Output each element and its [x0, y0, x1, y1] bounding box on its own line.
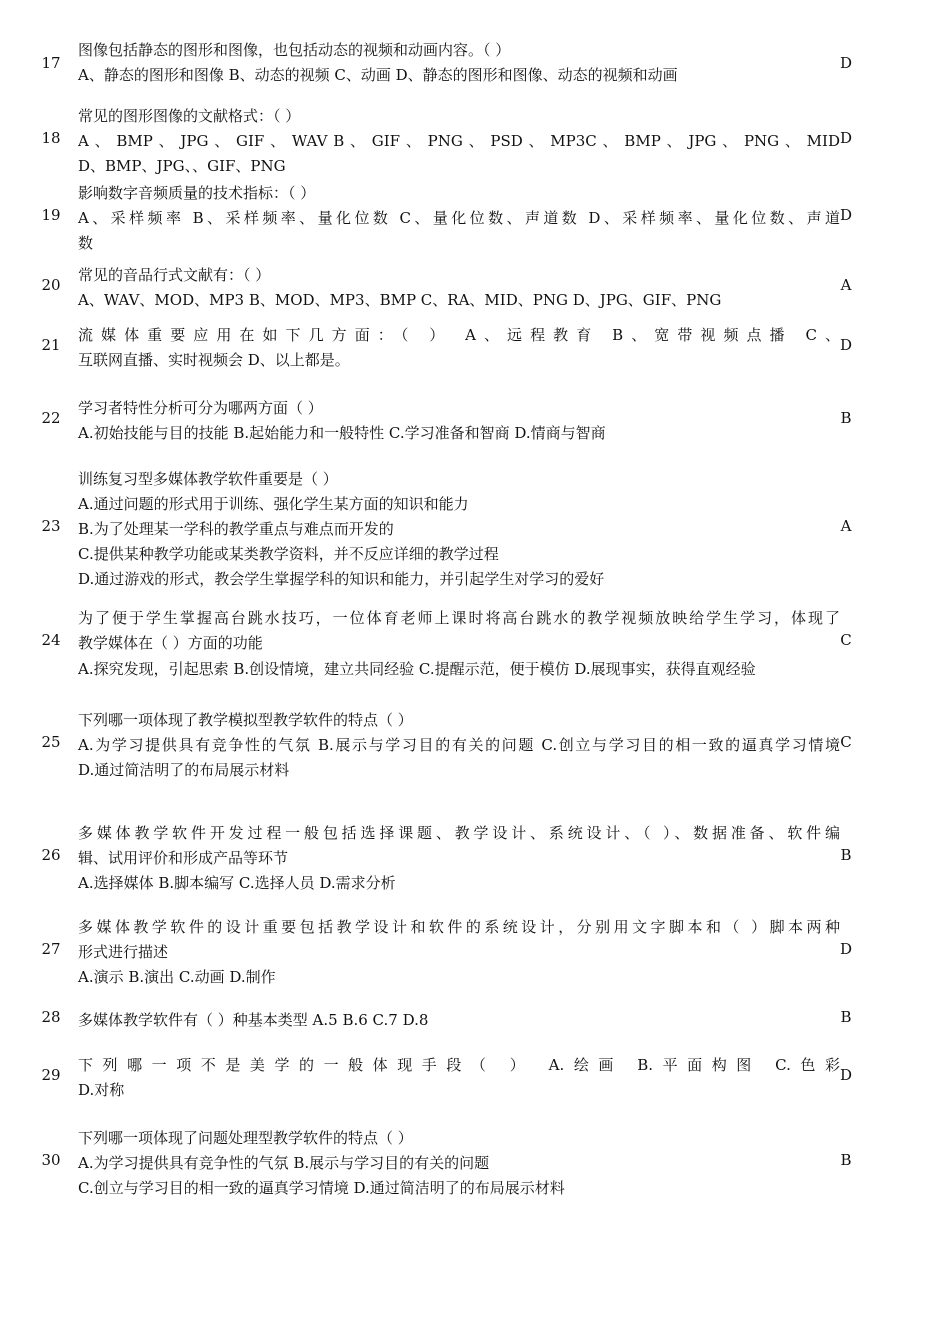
question-text [78, 323, 840, 373]
question-text [78, 181, 840, 256]
question-line: 常见的音品行式文献有：（ ） [78, 266, 271, 284]
question-text [78, 396, 840, 446]
question-line: C.提供某种教学功能或某类教学资料，并不反应详细的教学过程 [78, 545, 499, 563]
answer-letter: D [839, 336, 853, 354]
answer-letter: C [840, 631, 852, 649]
question-text [78, 821, 840, 896]
question-text [78, 1126, 840, 1201]
question-line: 常见的图形图像的文献格式：（ ） [78, 107, 301, 125]
answer-letter: B [840, 1151, 852, 1169]
question-text [78, 915, 840, 990]
question-text [78, 708, 840, 783]
answer-letter: B [840, 409, 852, 427]
question-line: D.通过游戏的形式，教会学生掌握学科的知识和能力，并引起学生对学习的爱好 [78, 570, 605, 588]
question-number: 30 [41, 1151, 61, 1169]
question-line: 多媒体教学软件开发过程一般包括选择课题、教学设计、系统设计、（ ）、数据准备、软件编 [78, 824, 840, 842]
question-line: A.通过问题的形式用于训练、强化学生某方面的知识和能力 [78, 495, 469, 513]
answer-letter: D [839, 129, 853, 147]
question-line: A.演示 B.演出 C.动画 D.制作 [78, 968, 276, 986]
answer-letter: A [840, 517, 852, 535]
question-number: 19 [41, 206, 61, 224]
question-line: 辑、试用评价和形成产品等环节 [78, 849, 289, 867]
answer-letter: B [840, 846, 852, 864]
question-line: A.探究发现，引起思索 B.创设情境，建立共同经验 C.提醒示范，便于模仿 D.展现事实，获得直观经验 [78, 660, 756, 678]
question-number: 28 [41, 1008, 61, 1026]
answer-letter: D [839, 54, 853, 72]
answer-letter: D [839, 206, 853, 224]
question-number: 17 [41, 54, 61, 72]
question-number: 21 [41, 336, 61, 354]
question-line: A、采样频率 B、采样频率、量化位数 C、量化位数、声道数 D、采样频率、量化位数、声道 [78, 209, 840, 227]
answer-letter: A [840, 276, 852, 294]
question-line: D.对称 [78, 1081, 125, 1099]
question-text [78, 606, 840, 682]
question-line: 形式进行描述 [78, 943, 169, 961]
question-line: 下列哪一项不是美学的一般体现手段（ ） A.绘画 B.平面构图 C.色彩 [78, 1056, 840, 1074]
question-line: A.为学习提供具有竞争性的气氛 B.展示与学习目的有关的问题 [78, 1154, 490, 1172]
question-line: 下列哪一项体现了教学模拟型教学软件的特点（ ） [78, 711, 413, 729]
question-number: 20 [41, 276, 61, 294]
question-line: A.为学习提供具有竞争性的气氛 B.展示与学习目的有关的问题 C.创立与学习目的相一致的逼真学习情境 [78, 736, 840, 754]
question-line: A.选择媒体 B.脚本编写 C.选择人员 D.需求分析 [78, 874, 396, 892]
question-line: 互联网直播、实时视频会 D、以上都是。 [78, 351, 350, 369]
question-number: 18 [41, 129, 61, 147]
question-line: D.通过简洁明了的布局展示材料 [78, 761, 290, 779]
question-text [78, 1008, 840, 1033]
question-number: 25 [41, 733, 61, 751]
question-text [78, 467, 840, 592]
answer-letter: D [839, 940, 853, 958]
question-number: 26 [41, 846, 61, 864]
question-line: 图像包括静态的图形和图像，也包括动态的视频和动画内容。（ ） [78, 41, 511, 59]
question-text [78, 263, 840, 313]
question-line: 数 [78, 234, 94, 252]
question-line: 学习者特性分析可分为哪两方面（ ） [78, 399, 323, 417]
question-line: 多媒体教学软件的设计重要包括教学设计和软件的系统设计，分别用文字脚本和（ ）脚本两种 [78, 918, 840, 936]
question-line: D、BMP、JPG、、GIF、PNG [78, 157, 286, 175]
question-number: 23 [41, 517, 61, 535]
question-line: 影响数字音频质量的技术指标：（ ） [78, 184, 316, 202]
question-line: 多媒体教学软件有（ ）种基本类型 A.5 B.6 C.7 D.8 [78, 1011, 429, 1029]
question-number: 22 [41, 409, 61, 427]
answer-letter: B [840, 1008, 852, 1026]
question-text [78, 38, 840, 88]
question-line: 下列哪一项体现了问题处理型教学软件的特点（ ） [78, 1129, 413, 1147]
question-line: C.创立与学习目的相一致的逼真学习情境 D.通过简洁明了的布局展示材料 [78, 1179, 565, 1197]
question-line: A 、 BMP 、 JPG 、 GIF 、 WAV B 、 GIF 、 PNG 、 PSD 、 MP3C 、 BMP 、 JPG 、 PNG 、 MID [78, 132, 840, 150]
question-line: A、WAV、MOD、MP3 B、MOD、MP3、BMP C、RA、MID、PNG D、JPG、GIF、PNG [78, 291, 722, 309]
question-line: A、静态的图形和图像 B、动态的视频 C、动画 D、静态的图形和图像、动态的视频和动画 [78, 66, 678, 84]
question-number: 24 [41, 631, 61, 649]
question-number: 27 [41, 940, 61, 958]
question-line: A.初始技能与目的技能 B.起始能力和一般特性 C.学习准备和智商 D.情商与智商 [78, 424, 606, 442]
answer-letter: C [840, 733, 852, 751]
question-line: 为了便于学生掌握高台跳水技巧，一位体育老师上课时将高台跳水的教学视频放映给学生学习，体现了 [78, 609, 840, 627]
question-text [78, 104, 840, 179]
question-line: B.为了处理某一学科的教学重点与难点而开发的 [78, 520, 394, 538]
question-text [78, 1053, 840, 1103]
question-number: 29 [41, 1066, 61, 1084]
question-line: 流媒体重要应用在如下几方面：（ ） A、远程教育 B、宽带视频点播 C、 [78, 326, 840, 344]
question-line: 训练复习型多媒体教学软件重要是（ ） [78, 470, 338, 488]
answer-letter: D [839, 1066, 853, 1084]
question-line: 教学媒体在（ ）方面的功能 [78, 634, 263, 652]
